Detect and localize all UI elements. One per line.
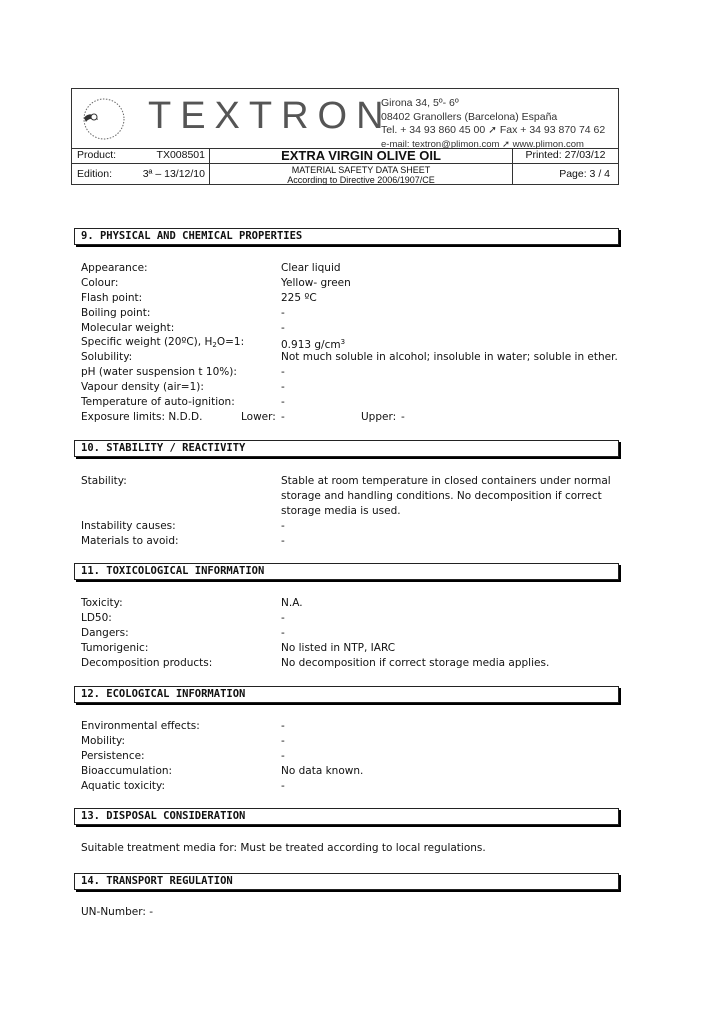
property-label: Temperature of auto-ignition:: [81, 396, 235, 409]
property-value: N.A.: [281, 597, 303, 609]
property-label: Stability:: [81, 475, 127, 487]
property-value: 225 ºC: [281, 291, 317, 304]
property-label: Aquatic toxicity:: [81, 779, 166, 792]
property-row: [81, 719, 621, 734]
property-value: Clear liquid: [281, 262, 341, 274]
property-value: Not much soluble in alcohol; insoluble in water; soluble in ether.: [281, 351, 618, 364]
property-value: -: [281, 734, 285, 747]
subtitle-line: According to Directive 2006/1907/CE: [287, 175, 435, 185]
property-value: No listed in NTP, IARC: [281, 641, 396, 654]
property-row: [81, 276, 621, 291]
value-superscript: 3: [340, 338, 346, 347]
subtitle-line: MATERIAL SAFETY DATA SHEET: [291, 165, 431, 175]
property-row: [81, 306, 621, 321]
upper-limit-value: -: [401, 410, 405, 423]
property-label: pH (water suspension t 10%):: [81, 366, 237, 379]
address-line: Girona 34, 5º- 6º: [381, 97, 459, 109]
property-row: [81, 626, 621, 641]
property-row: [81, 534, 621, 549]
property-value: No data known.: [281, 764, 364, 777]
disposal-text: Suitable treatment media for: Must be treated according to local regulations.: [81, 842, 486, 854]
section-11-heading: 11. TOXICOLOGICAL INFORMATION: [74, 563, 619, 580]
property-row: [81, 596, 621, 611]
property-value: -: [281, 720, 285, 732]
property-label: Materials to avoid:: [81, 534, 179, 547]
property-value: -: [281, 611, 285, 624]
section-11-properties: [81, 596, 621, 670]
property-label: Molecular weight:: [81, 321, 175, 334]
property-value: -: [281, 749, 285, 762]
property-label: Instability causes:: [81, 519, 176, 532]
property-row: [81, 641, 621, 656]
property-label: Solubility:: [81, 351, 133, 364]
property-row: [81, 365, 621, 380]
address-line: 08402 Granollers (Barcelona) España: [381, 110, 558, 123]
section-14-heading: 14. TRANSPORT REGULATION: [74, 873, 619, 890]
property-label: Flash point:: [81, 291, 143, 304]
property-row: [81, 395, 621, 410]
document-subtitle: [210, 164, 513, 185]
header-top: [72, 89, 618, 149]
section-13-heading: 13. DISPOSAL CONSIDERATION: [74, 808, 619, 825]
property-label: Dangers:: [81, 626, 129, 639]
label-text-end: O=1:: [216, 336, 245, 349]
property-row: [81, 611, 621, 626]
company-address: [381, 97, 605, 151]
upper-limit-label: Upper:: [361, 410, 397, 423]
lower-limit-label: Lower:: [241, 410, 276, 423]
property-label: Toxicity:: [81, 597, 123, 609]
property-value: -: [281, 534, 285, 547]
property-row: [81, 261, 621, 276]
un-number-text: UN-Number: -: [81, 906, 153, 918]
header-row-edition: [72, 164, 618, 185]
brand-name: TEXTRON: [148, 95, 393, 137]
section-10-heading: 10. STABILITY / REACTIVITY: [74, 440, 619, 457]
property-value: -: [281, 381, 285, 394]
property-label: Environmental effects:: [81, 720, 200, 732]
printed-date: Printed: 27/03/12: [525, 149, 606, 161]
property-label: Tumorigenic:: [81, 641, 149, 654]
property-label: LD50:: [81, 611, 112, 624]
property-row: [81, 335, 621, 350]
product-name: EXTRA VIRGIN OLIVE OIL: [210, 148, 513, 163]
property-label: Exposure limits: N.D.D.: [81, 410, 203, 423]
property-row: [81, 749, 621, 764]
property-value: -: [281, 366, 285, 379]
value-text: 0.913 g/cm: [281, 339, 341, 352]
edition-label: Edition:: [77, 168, 113, 180]
property-value: Stable at room temperature in closed containers under normal storage and handling conditions. No decomposition if correct storage media is used.: [281, 475, 611, 517]
textron-logo-icon: [80, 96, 126, 142]
property-row: [81, 350, 621, 365]
property-row: [81, 764, 621, 779]
property-label: Bioaccumulation:: [81, 764, 173, 777]
section-12-heading: 12. ECOLOGICAL INFORMATION: [74, 686, 619, 703]
property-label: Decomposition products:: [81, 656, 213, 669]
property-row: [81, 734, 621, 749]
edition-value: 3ª – 13/12/10: [139, 164, 210, 185]
property-label: Vapour density (air=1):: [81, 381, 204, 394]
property-row: [81, 321, 621, 336]
property-label: Persistence:: [81, 749, 145, 762]
property-row: [81, 779, 621, 794]
document-header: [71, 88, 619, 185]
section-9-heading: 9. PHYSICAL AND CHEMICAL PROPERTIES: [74, 228, 619, 245]
property-value: No decomposition if correct storage media applies.: [281, 656, 550, 669]
contact-phone-fax: Tel. + 34 93 860 45 00 ➚ Fax + 34 93 870 74 62: [381, 124, 606, 136]
property-value: -: [281, 779, 285, 792]
property-row: [81, 410, 621, 425]
section-10-properties: [81, 474, 621, 548]
property-label: Mobility:: [81, 734, 126, 747]
property-row: [81, 474, 621, 519]
product-label: Product:: [77, 149, 117, 161]
property-label: Appearance:: [81, 262, 148, 274]
section-9-properties: [81, 261, 621, 425]
property-row: [81, 519, 621, 534]
property-value: -: [281, 519, 285, 532]
label-subscript: 2: [212, 341, 217, 350]
property-label: Boiling point:: [81, 306, 151, 319]
contact-email-web: e-mail: textron@plimon.com ➚ www.plimon.com: [381, 138, 584, 150]
property-value: -: [281, 306, 285, 319]
product-code: TX008501: [139, 148, 210, 163]
page-number: Page: 3 / 4: [559, 168, 610, 180]
property-label: Colour:: [81, 276, 119, 289]
property-value: -: [281, 626, 285, 639]
property-row: [81, 291, 621, 306]
section-12-properties: [81, 719, 621, 793]
property-value: -: [281, 396, 285, 409]
property-value: -: [281, 321, 285, 334]
property-value: Yellow- green: [281, 276, 351, 289]
lower-limit-value: -: [281, 410, 285, 423]
label-text: Specific weight (20ºC), H: [81, 336, 213, 349]
property-row: [81, 380, 621, 395]
header-row-product: [72, 148, 618, 164]
property-row: [81, 656, 621, 671]
